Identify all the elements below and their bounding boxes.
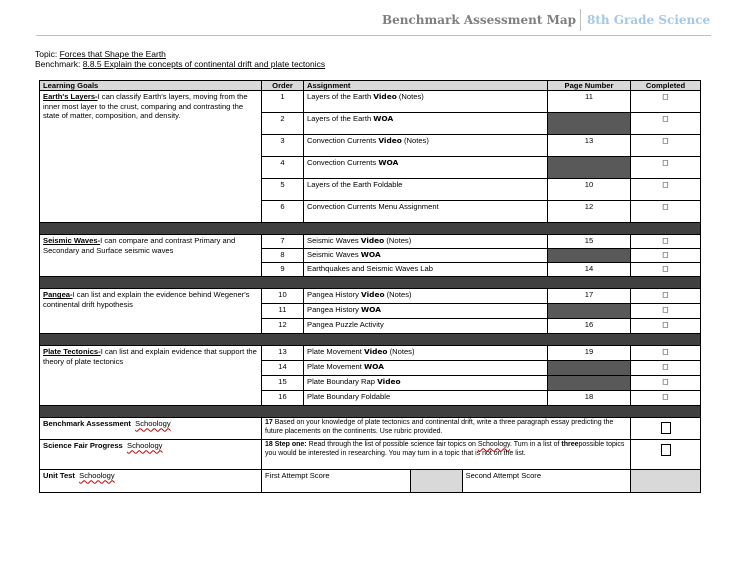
benchmark-assessment-label: Benchmark Assessment (43, 419, 131, 429)
completed-checkbox[interactable]: ◻ (631, 289, 701, 304)
assignment-suffix: (Notes) (401, 136, 429, 146)
completed-checkbox[interactable]: ◻ (631, 391, 701, 406)
topic-line (35, 49, 166, 59)
assignment-number: 17 (265, 419, 273, 427)
table-row (40, 289, 701, 304)
order-number: 14 (262, 361, 304, 376)
order-number: 10 (262, 289, 304, 304)
page-number: 11 (548, 91, 631, 113)
assignment-text: Seismic Waves (307, 236, 361, 246)
order-number: 13 (262, 346, 304, 361)
page-number: 12 (548, 201, 631, 223)
first-attempt-label: First Attempt Score (262, 470, 410, 492)
assignment-text: Layers of the Earth Foldable (307, 180, 403, 190)
order-number: 8 (262, 249, 304, 263)
page-header (382, 9, 710, 31)
header-divider (580, 9, 581, 31)
assignment-name (304, 157, 548, 179)
assignment-name (304, 361, 548, 376)
assignment-name (304, 179, 548, 201)
science-fair-text: . Turn in a list of (510, 441, 562, 449)
completed-checkbox[interactable]: ◻ (631, 263, 701, 277)
col-header-page-number: Page Number (548, 81, 631, 91)
assignment-suffix: (Notes) (384, 290, 412, 300)
benchmark-value: 8.8.5 Explain the concepts of continental drift and plate tectonics (82, 59, 326, 69)
page-number: 13 (548, 135, 631, 157)
assignment-name (304, 304, 548, 319)
page-number (548, 113, 631, 135)
topic-label: Topic: (35, 49, 58, 59)
learning-goal-cell (40, 346, 262, 406)
learning-goal-text: I can classify Earth's layers, moving from the inner most layer to the crust, comparing and contrasting the state of matter, composition, and density. (43, 92, 248, 121)
assignment-type: Video (363, 347, 388, 357)
page-number: 16 (548, 319, 631, 334)
page-number (548, 157, 631, 179)
page-number (548, 304, 631, 319)
assignment-type: WOA (361, 305, 381, 315)
completed-checkbox[interactable]: ◻ (631, 361, 701, 376)
header-grade: 8th Grade Science (587, 13, 711, 27)
learning-goal-title: Earth's Layers- (43, 92, 98, 102)
page-number (548, 249, 631, 263)
completed-checkbox[interactable]: ◻ (631, 179, 701, 201)
assignment-text: Convection Currents (307, 136, 379, 146)
assignment-suffix: (Notes) (384, 236, 412, 246)
assignment-name (304, 249, 548, 263)
assignment-type: Video (361, 290, 385, 300)
science-fair-text: possible topics you would be interested in researching. You may turn in a topic that is not on the list. (265, 441, 625, 458)
second-attempt-score-box[interactable] (631, 470, 701, 493)
learning-goal-cell (40, 235, 262, 277)
assignment-name (304, 376, 548, 391)
table-row (40, 91, 701, 113)
page-number: 18 (548, 391, 631, 406)
col-header-completed: Completed (631, 81, 701, 91)
assignment-text: Plate Movement (307, 362, 364, 372)
completed-checkbox[interactable]: ◻ (631, 304, 701, 319)
assignment-text: Pangea History (307, 305, 362, 315)
science-fair-label: Science Fair Progress (43, 441, 123, 451)
assignment-type: WOA (363, 362, 384, 372)
page-number: 17 (548, 289, 631, 304)
order-number: 7 (262, 235, 304, 249)
header-rule (36, 35, 711, 36)
completed-checkbox[interactable]: ◻ (631, 346, 701, 361)
assignment-type: WOA (360, 250, 381, 260)
unit-test-scores (262, 470, 631, 493)
assignment-name (304, 346, 548, 361)
unit-test-cell (40, 470, 262, 493)
learning-goal-text: I can compare and contrast Primary and Secondary and Surface seismic waves (43, 236, 236, 255)
order-number: 1 (262, 91, 304, 113)
col-header-learning-goals: Learning Goals (40, 81, 262, 91)
learning-goal-title: Plate Tectonics- (43, 347, 101, 357)
first-attempt-score-box[interactable] (410, 470, 462, 492)
benchmark-assessment-row (40, 418, 701, 440)
table-row (40, 346, 701, 361)
page-number: 10 (548, 179, 631, 201)
assignment-name (304, 135, 548, 157)
learning-goal-text: I can list and explain evidence that support the theory of plate tectonics (43, 347, 257, 366)
assignment-text: Plate Boundary Foldable (307, 392, 391, 402)
table-header-row (40, 81, 701, 91)
completed-checkbox[interactable]: ◻ (631, 135, 701, 157)
section-separator (40, 223, 701, 235)
assignment-name (304, 113, 548, 135)
assignment-name (304, 289, 548, 304)
order-number: 15 (262, 376, 304, 391)
col-header-order: Order (262, 81, 304, 91)
science-fair-row (40, 440, 701, 470)
header-title: Benchmark Assessment Map (382, 13, 577, 27)
science-fair-text-bold: three (561, 441, 579, 449)
assignment-suffix: (Notes) (387, 347, 415, 357)
page-number (548, 361, 631, 376)
assignment-type: WOA (373, 114, 394, 124)
learning-goal-text: I can list and explain the evidence behind Wegener's continental drift hypothesis (43, 290, 250, 309)
section-separator (40, 406, 701, 418)
completed-checkbox[interactable]: ◻ (631, 376, 701, 391)
assignment-text: Earthquakes and Seismic Waves Lab (307, 264, 433, 274)
science-fair-text: Read through the list of possible science fair topics on (306, 441, 478, 449)
unit-test-row (40, 470, 701, 493)
assignment-text: Pangea Puzzle Activity (307, 320, 384, 330)
assignment-text: Seismic Waves (307, 250, 361, 260)
assignment-name (304, 91, 548, 113)
completed-checkbox[interactable]: ◻ (631, 249, 701, 263)
assessment-table (39, 80, 701, 493)
assignment-text: Plate Boundary Rap (307, 377, 378, 387)
order-number: 3 (262, 135, 304, 157)
assignment-name (304, 235, 548, 249)
order-number: 9 (262, 263, 304, 277)
benchmark-line (35, 59, 325, 69)
benchmark-label: Benchmark: (35, 59, 81, 69)
assignment-text: Convection Currents (307, 158, 379, 168)
order-number: 6 (262, 201, 304, 223)
order-number: 5 (262, 179, 304, 201)
page-number: 15 (548, 235, 631, 249)
assignment-suffix: (Notes) (396, 92, 424, 102)
schoology-link[interactable]: Schoology (127, 441, 163, 451)
checkbox-icon (661, 444, 671, 456)
page-number (548, 376, 631, 391)
schoology-link[interactable]: Schoology (477, 441, 511, 449)
assignment-name (304, 319, 548, 334)
order-number: 16 (262, 391, 304, 406)
assignment-name (304, 263, 548, 277)
completed-checkbox[interactable]: ◻ (631, 235, 701, 249)
assignment-name (304, 391, 548, 406)
assignment-type: Video (377, 377, 401, 387)
assignment-number: 18 Step one: (265, 441, 307, 449)
completed-checkbox[interactable]: ◻ (631, 113, 701, 135)
science-fair-cell (40, 440, 262, 470)
order-number: 11 (262, 304, 304, 319)
benchmark-assessment-cell (40, 418, 262, 440)
assignment-text: Convection Currents Menu Assignment (307, 202, 439, 212)
order-number: 4 (262, 157, 304, 179)
assignment-type: WOA (378, 158, 399, 168)
assignment-text: Plate Movement (307, 347, 364, 357)
order-number: 12 (262, 319, 304, 334)
science-fair-description (262, 440, 631, 470)
unit-test-label: Unit Test (43, 471, 75, 481)
learning-goal-title: Pangea- (43, 290, 73, 300)
section-separator (40, 334, 701, 346)
learning-goal-cell (40, 91, 262, 223)
schoology-link[interactable]: Schoology (79, 471, 115, 481)
completed-checkbox[interactable]: ◻ (631, 201, 701, 223)
page-number: 14 (548, 263, 631, 277)
completed-checkbox[interactable]: ◻ (631, 157, 701, 179)
completed-checkbox[interactable]: ◻ (631, 91, 701, 113)
assignment-type: Video (373, 92, 397, 102)
checkbox-icon (661, 422, 671, 434)
assignment-text: Pangea History (307, 290, 362, 300)
assignment-type: Video (378, 136, 402, 146)
second-attempt-label: Second Attempt Score (465, 471, 542, 481)
benchmark-assessment-description (262, 418, 631, 440)
topic-value: Forces that Shape the Earth (59, 49, 166, 59)
col-header-assignment: Assignment (304, 81, 548, 91)
completed-checkbox[interactable] (631, 440, 701, 470)
schoology-link[interactable]: Schoology (135, 419, 171, 429)
table-row (40, 235, 701, 249)
learning-goal-cell (40, 289, 262, 334)
assignment-text: Layers of the Earth (307, 114, 374, 124)
order-number: 2 (262, 113, 304, 135)
benchmark-assessment-text: Based on your knowledge of plate tectonics and continental drift, write a three paragraph essay predicting the future placements on the continents. Use rubric provided. (265, 419, 614, 436)
assignment-name (304, 201, 548, 223)
learning-goal-title: Seismic Waves- (43, 236, 101, 246)
completed-checkbox[interactable]: ◻ (631, 319, 701, 334)
completed-checkbox[interactable] (631, 418, 701, 440)
page-number: 19 (548, 346, 631, 361)
section-separator (40, 277, 701, 289)
assignment-text: Layers of the Earth (307, 92, 374, 102)
assignment-type: Video (360, 236, 385, 246)
